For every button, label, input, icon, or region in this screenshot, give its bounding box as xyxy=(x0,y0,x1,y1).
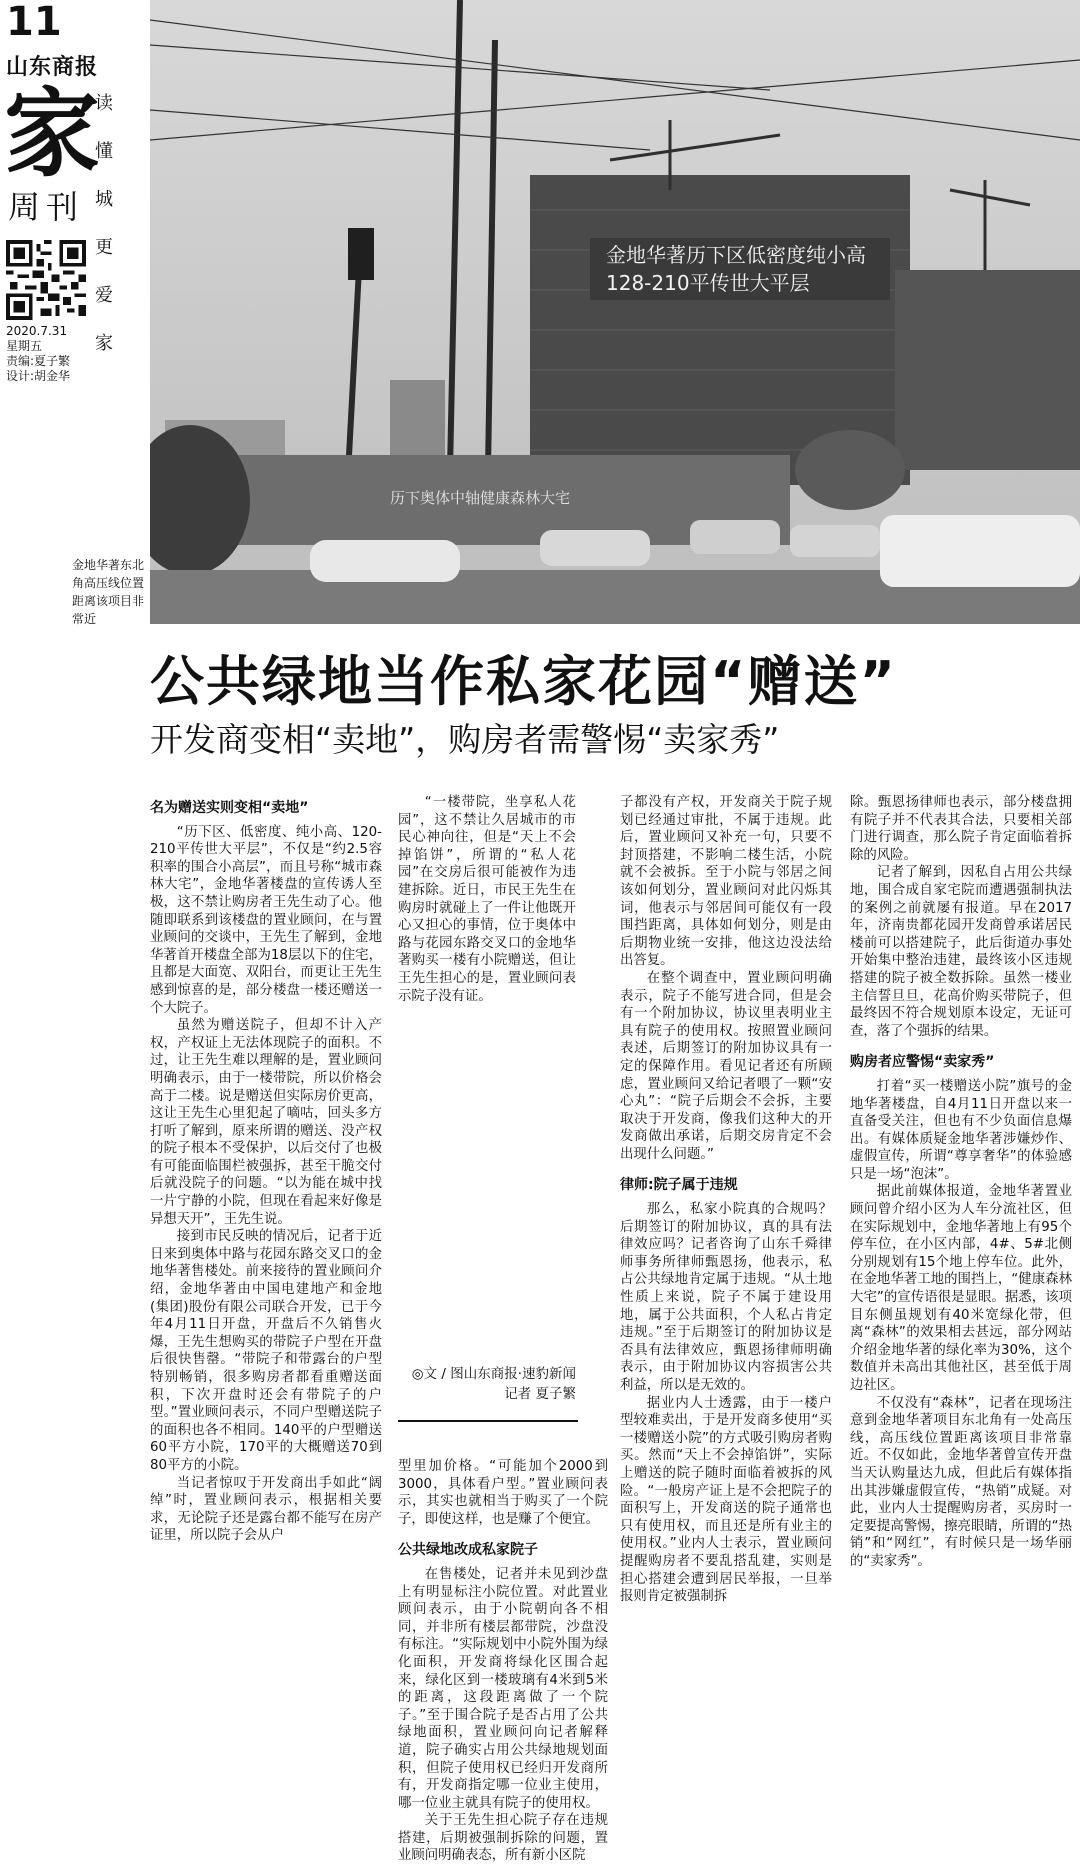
slogan-char: 懂 xyxy=(95,141,113,162)
article-column-3 xyxy=(620,794,832,1606)
article-column-4 xyxy=(850,794,1072,1571)
editor-credit: 责编:夏子繁 xyxy=(6,354,71,368)
billboard-line2: 128-210平传世大平层 xyxy=(606,271,810,295)
paragraph: 不仅没有“森林”，记者在现场注意到金地华著项目东北角有一处高压线，高压线位置距离该项目非常靠近。不仅如此，金地华著曾宣传开盘当天认购量达九成，但此后有媒体指出其涉嫌虚假宣传，“热销”成疑。对此，业内人士提醒购房者，买房时一定要提高警惕，擦亮眼睛，所谓的“热销”和“网红”，有时候只是一场华丽的“卖家秀”。 xyxy=(850,1395,1072,1569)
paragraph: 据业内人士透露，由于一楼户型较难卖出，于是开发商多使用“买一楼赠送小院”的方式吸引购房者购买。然而“天上不会掉馅饼”，实际上赠送的院子随时面临着被拆的风险。“一般房产证上是不会把院子的面积写上，开发商送的院子通常也只有使用权，而且还是所有业主的使用权。”业内人士表示，置业顾问提醒购房者不要乱搭乱建，实则是担心搭建会遭到居民举报，一旦举报则肯定被强制拆 xyxy=(620,1395,832,1605)
paragraph: 关于王先生担心院子存在违规搭建，后期被强制拆除的问题，置业顾问明确表态，所有新小区院 xyxy=(398,1813,608,1864)
paper-name: 山东商报 xyxy=(6,55,99,80)
slogan xyxy=(92,80,116,368)
paragraph: 据此前媒体报道，金地华著置业顾问曾介绍小区为人车分流社区，但在实际规划中，金地华著地上有95个停车位，在小区内部，4#、5#北侧分别规划有15个地上停车位。此外，在金地华著工地的围挡上，“健康森林大宅”的宣传语很是显眼。据悉，该项目东侧虽规划有40米宽绿化带，但离“森林”的效果相去甚远，部分网站介绍金地华著的绿化率为30%，这个数值并未高出其他社区，甚至低于周边社区。 xyxy=(850,1184,1072,1393)
paragraph: 当记者惊叹于开发商出手如此“阔绰”时，置业顾问表示，根据相关要求，无论院子还是露台都不能写在房产证里，所以院子会从户 xyxy=(150,1475,382,1544)
section-title: 购房者应警惕“卖家秀” xyxy=(850,1054,995,1071)
paragraph: 型里加价格。“可能加个2000到3000，具体看户型。”置业顾问表示，其实也就相当于购买了一个院子，即使这样，也是赚了个便宜。 xyxy=(398,1459,608,1527)
slogan-char: 读 xyxy=(95,93,113,114)
subheadline: 开发商变相“卖地”，购房者需警惕“卖家秀” xyxy=(150,720,780,759)
fence-text: 历下奥体中轴健康森林大宅 xyxy=(390,489,571,507)
news-photo xyxy=(150,0,1080,624)
paragraph: 虽然为赠送院子，但却不计入产权，产权证上无法体现院子的面积。不过，让王先生难以理解的是，置业顾问明确表示，由于一楼带院，所以价格会高于二楼。说是赠送但实际房价更高，这让王先生心里犯起了嘀咕，回头多方打听了解到，原来所谓的赠送、没产权的院子根本不受保护，以后交付了也极有可能面临围栏被强拆，甚至干脆交付后就没院子的问题。“以为能在城中找一片宁静的小院，但现在看起来好像是异想天开”，王先生说。 xyxy=(150,1018,382,1227)
section-title: 公共绿地改成私家院子 xyxy=(398,1542,538,1559)
issue-weekday: 星期五 xyxy=(6,339,43,353)
divider xyxy=(398,1420,578,1422)
designer-credit: 设计:胡金华 xyxy=(6,369,71,383)
billboard-line1: 金地华著历下区低密度纯小高 xyxy=(606,243,866,267)
paragraph: 那么，私家小院真的合规吗？后期签订的附加协议，真的具有法律效应吗？记者咨询了山东千舜律师事务所律师甄恩扬，他表示，私占公共绿地肯定属于违规。“从土地性质上来说，院子不属于建设用地，属于公共面积，个人私占肯定违规。”至于后期签订的附加协议是否具有法律效应，甄恩扬律师明确表示，由于附加协议内容损害公共利益，所以是无效的。 xyxy=(620,1202,832,1393)
slogan-char: 更 xyxy=(95,237,113,258)
byline xyxy=(398,1364,576,1404)
section-suffix: 周刊 xyxy=(8,188,85,226)
issue-info xyxy=(6,324,70,384)
slogan-char: 城 xyxy=(95,189,113,210)
article-lead xyxy=(398,794,576,1005)
paragraph: 记者了解到，因私自占用公共绿地，围合成自家宅院而遭遇强制执法的案例之前就屡有报道。早在2017年，济南贵都花园开发商曾承诺居民楼前可以搭建院子，此后街道办事处开始集中整治违建，最终该小区违规搭建的院子被全数拆除。虽然一楼业主信誓旦旦，花高价购买带院子，但最终因不符合规划原本设定，无证可查，落了个强拆的结果。 xyxy=(850,865,1072,1039)
section-title: 律师:院子属于违规 xyxy=(620,1177,738,1194)
paragraph: 接到市民反映的情况后，记者于近日来到奥体中路与花园东路交叉口的金地华著售楼处。前来接待的置业顾问介绍，金地华著由中国电建地产和金地(集团)股份有限公司联合开发，已于今年4月11日开盘，开盘后不久销售火爆，王先生想购买的带院子户型在开盘后很快售罄。“带院子和带露台的户型特别畅销，很多购房者都看重赠送面积，下次开盘时还会有带院子的户型。”置业顾问表示，不同户型赠送院子的面积也各不相同。140平的户型赠送60平方小院，170平的大概赠送70到80平方的小院。 xyxy=(150,1229,382,1473)
article-column-2 xyxy=(398,1458,608,1865)
qr-code-icon xyxy=(6,240,86,320)
byline-source: ◎文 / 图山东商报·速豹新闻 xyxy=(411,1366,576,1382)
slogan-char: 家 xyxy=(95,333,113,354)
byline-reporter: 记者 夏子繁 xyxy=(504,1386,576,1402)
section-title: 名为赠送实则变相“卖地” xyxy=(150,800,309,816)
paragraph: 在整个调查中，置业顾问明确表示，院子不能写进合同，但是会有一个附加协议，协议里表明业主具有院子的使用权。按照置业顾问表述，后期签订的附加协议具有一定的保障作用。看见记者还有所顾虑，置业顾问又给记者喂了一颗“安心丸”：“院子后期会不会拆，主要取决于开发商，像我们这种大的开发商做出承诺，后期交房肯定不会出现什么问题。” xyxy=(620,970,832,1162)
paragraph: “历下区、低密度、纯小高、120-210平传世大平层”，不仅是“约2.5容积率的围合小高层”，而且号称“城市森林大宅”，金地华著楼盘的宣传诱人至极，这不禁让购房者王先生动了心。他随即联系到该楼盘的置业顾问，在与置业顾问的交谈中，王先生了解到，金地华著首开楼盘全部为18层以下的住宅，且都是大面宽、双阳台，而更让王先生感到惊喜的是，部分楼盘一楼还赠送一个大院子。 xyxy=(150,824,382,1016)
paragraph: 除。甄恩扬律师也表示，部分楼盘拥有院子并不代表其合法，只要相关部门进行调查，那么院子肯定面临着拆除的风险。 xyxy=(850,795,1072,863)
paragraph: 打着“买一楼赠送小院”旗号的金地华著楼盘，自4月11日开盘以来一直备受关注，但也有不少负面信息爆出。有媒体质疑金地华著涉嫌炒作、虚假宣传，所谓“尊享奢华”的体验感只是一场“泡沫”。 xyxy=(850,1078,1072,1182)
issue-date: 2020.7.31 xyxy=(6,324,68,338)
paragraph: 子都没有产权，开发商关于院子规划已经通过审批，不属于违规。此后，置业顾问又补充一句，只要不封顶搭建，不影响二楼生活，小院就不会被拆。至于小院与邻居之间该如何划分，置业顾问对此闪烁其词，他表示与邻居间可能仅有一段围挡距离，具体如何划分，则是由后期物业统一安排，他这边没法给出答复。 xyxy=(620,795,832,969)
page-number: 11 xyxy=(6,0,62,45)
paragraph: “一楼带院，坐享私人花园”，这不禁让久居城市的市民心神向往，但是“天上不会掉馅饼”，所谓的“私人花园”在交房后很可能被作为违建拆除。近日，市民王先生在购房时就碰上了一件让他既开心又担心的事情，位于奥体中路与花园东路交叉口的金地华著购买一楼有小院赠送，但让王先生担心的是，置业顾问表示院子没有证。 xyxy=(398,795,576,1004)
photo-caption: 金地华著东北角高压线位置距离该项目非常近 xyxy=(72,558,145,626)
article-column-1 xyxy=(150,800,382,1545)
paragraph: 在售楼处，记者并未见到沙盘上有明显标注小院位置。对此置业顾问表示，由于小院朝向各不相同，并非所有楼层都带院，沙盘没有标注。“实际规划中小院外围为绿化面积，开发商将绿化区围合起来，绿化区到一楼玻璃有4米到5米的距离，这段距离做了一个院子。”至于围合院子是否占用了公共绿地面积，置业顾问向记者解释道，院子确实占用公共绿地规划面积，但院子使用权已经归开发商所有，开发商指定哪一位业主使用，哪一位业主就具有院子的使用权。 xyxy=(398,1566,608,1811)
headline: 公共绿地当作私家花园“赠送” xyxy=(150,650,897,713)
section-char: 家 xyxy=(4,77,100,190)
slogan-char: 爱 xyxy=(95,285,113,306)
